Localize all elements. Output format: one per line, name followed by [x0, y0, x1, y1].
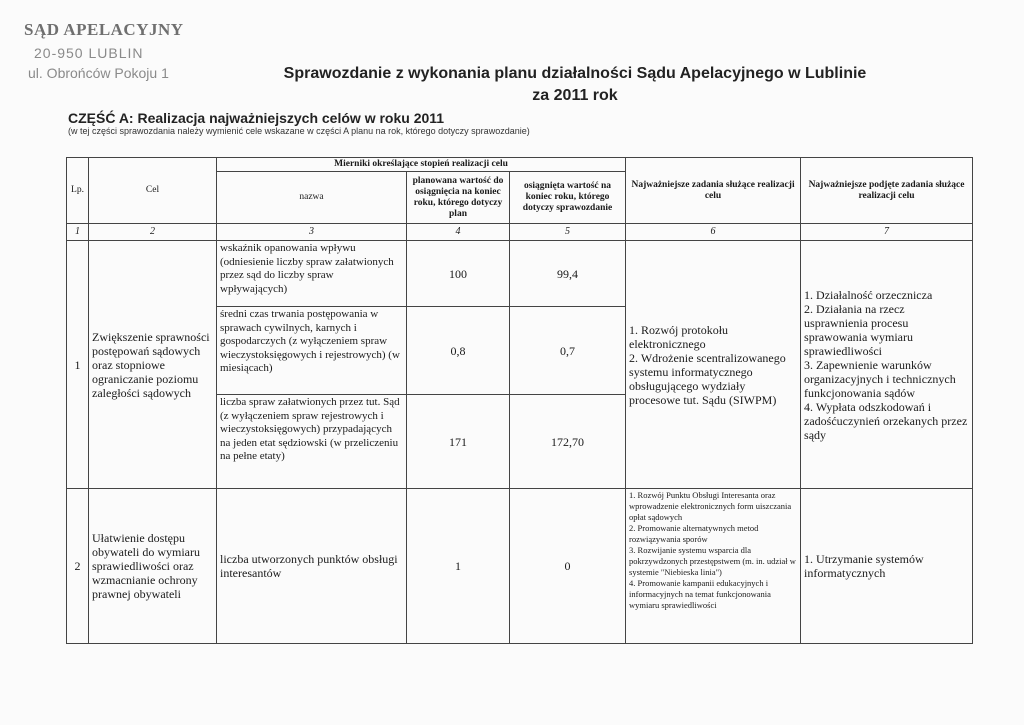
row1-podjete-item: 2. Działania na rzecz usprawnienia procesu sprawowania wymiaru sprawiedliwości: [804, 301, 913, 358]
header-mierniki: Mierniki określające stopień realizacji celu: [217, 158, 626, 172]
part-note: (w tej części sprawozdania należy wymienić cele wskazane w części A planu na rok, którego dotyczy sprawozdanie): [68, 126, 530, 136]
row1-lp: 1: [67, 241, 89, 489]
row1-podjete: [801, 241, 973, 489]
header-lp: Lp.: [67, 158, 89, 224]
row2-podjete-item: 1. Utrzymanie systemów informatycznych: [804, 552, 924, 580]
row2-podjete: [801, 489, 973, 644]
title-line-1: Sprawozdanie z wykonania planu działalności Sądu Apelacyjnego w Lublinie: [283, 65, 867, 82]
col-number: 4: [407, 224, 510, 241]
row2-metric1-name: liczba utworzonych punktów obsługi interesantów: [217, 489, 407, 644]
row1-cel: Zwiększenie sprawności postępowań sądowych oraz stopniowe ograniczanie poziomu zaległości sądowych: [89, 241, 217, 489]
row1-metric2-name: średni czas trwania postępowania w sprawach cywilnych, karnych i gospodarczych (z wyłączeniem spraw wieczystoksięgowych i rejestrowych) (w miesiącach): [217, 307, 407, 395]
row1-metric3-plan: 171: [407, 395, 510, 489]
header-planowana: planowana wartość do osiągnięcia na koniec roku, którego dotyczy plan: [407, 172, 510, 224]
row2-zadanie: 2. Promowanie alternatywnych metod rozwiązywania sporów: [629, 523, 759, 544]
header-osiagnieta: osiągnięta wartość na koniec roku, którego dotyczy sprawozdanie: [510, 172, 626, 224]
row1-podjete-item: 3. Zapewnienie warunków organizacyjnych i technicznych funkcjonowania sądów: [804, 357, 956, 400]
row2-zadania: [626, 489, 801, 644]
row1-metric1-plan: 100: [407, 241, 510, 307]
header-podjete: Najważniejsze podjęte zadania służące realizacji celu: [801, 158, 973, 224]
row2-lp: 2: [67, 489, 89, 644]
header-nazwa: nazwa: [217, 172, 407, 224]
stamp-court-name: SĄD APELACYJNY: [24, 20, 184, 39]
row1-zadanie: 2. Wdrożenie scentralizowanego systemu informatycznego obsługującego wydziały procesowe tut. Sądu (SIWPM): [629, 350, 786, 407]
document-title: [200, 63, 950, 107]
title-line-2: za 2011 rok: [532, 87, 618, 104]
col-number: 5: [510, 224, 626, 241]
header-zadania: Najważniejsze zadania służące realizacji celu: [626, 158, 801, 224]
col-number: 7: [801, 224, 973, 241]
row1-zadania: [626, 241, 801, 489]
row1-metric1-name: wskaźnik opanowania wpływu (odniesienie liczby spraw załatwionych przez sąd do liczby spraw wpływających): [217, 241, 407, 307]
row2-zadanie: 3. Rozwijanie systemu wsparcia dla pokrzywdzonych przestępstwem (m. in. udział w systemie "Niebieska linia"): [629, 545, 796, 577]
report-table: [66, 157, 973, 644]
col-number: 6: [626, 224, 801, 241]
col-number: 3: [217, 224, 407, 241]
row1-metric2-actual: 0,7: [510, 307, 626, 395]
row1-metric3-name: liczba spraw załatwionych przez tut. Sąd (z wyłączeniem spraw rejestrowych i wieczystoksięgowych) przypadających na jeden etat sędziowski (w przeliczeniu na pełne etaty): [217, 395, 407, 489]
stamp-postal: 20-950 LUBLIN: [34, 45, 144, 61]
row1-zadanie: 1. Rozwój protokołu elektronicznego: [629, 322, 729, 351]
row1-podjete-item: 1. Działalność orzecznicza: [804, 287, 933, 302]
part-heading: CZĘŚĆ A: Realizacja najważniejszych celów w roku 2011: [68, 110, 445, 126]
col-number: 2: [89, 224, 217, 241]
row1-metric3-actual: 172,70: [510, 395, 626, 489]
row1-metric1-actual: 99,4: [510, 241, 626, 307]
row2-zadanie: 1. Rozwój Punktu Obsługi Interesanta oraz wprowadzenie elektronicznych form uiszczania opłat sądowych: [629, 490, 792, 522]
stamp-street: ul. Obrońców Pokoju 1: [28, 65, 169, 81]
row2-metric1-actual: 0: [510, 489, 626, 644]
row2-metric1-plan: 1: [407, 489, 510, 644]
row2-cel: Ułatwienie dostępu obywateli do wymiaru sprawiedliwości oraz wzmacnianie ochrony prawnej obywateli: [89, 489, 217, 644]
row1-metric2-plan: 0,8: [407, 307, 510, 395]
court-stamp: [24, 20, 184, 81]
header-cel: Cel: [89, 158, 217, 224]
row2-zadanie: 4. Promowanie kampanii edukacyjnych i informacyjnych na temat funkcjonowania wymiaru sprawiedliwości: [629, 578, 771, 610]
col-number: 1: [67, 224, 89, 241]
row1-podjete-item: 4. Wypłata odszkodowań i zadośćuczynień orzekanych przez sądy: [804, 399, 968, 442]
